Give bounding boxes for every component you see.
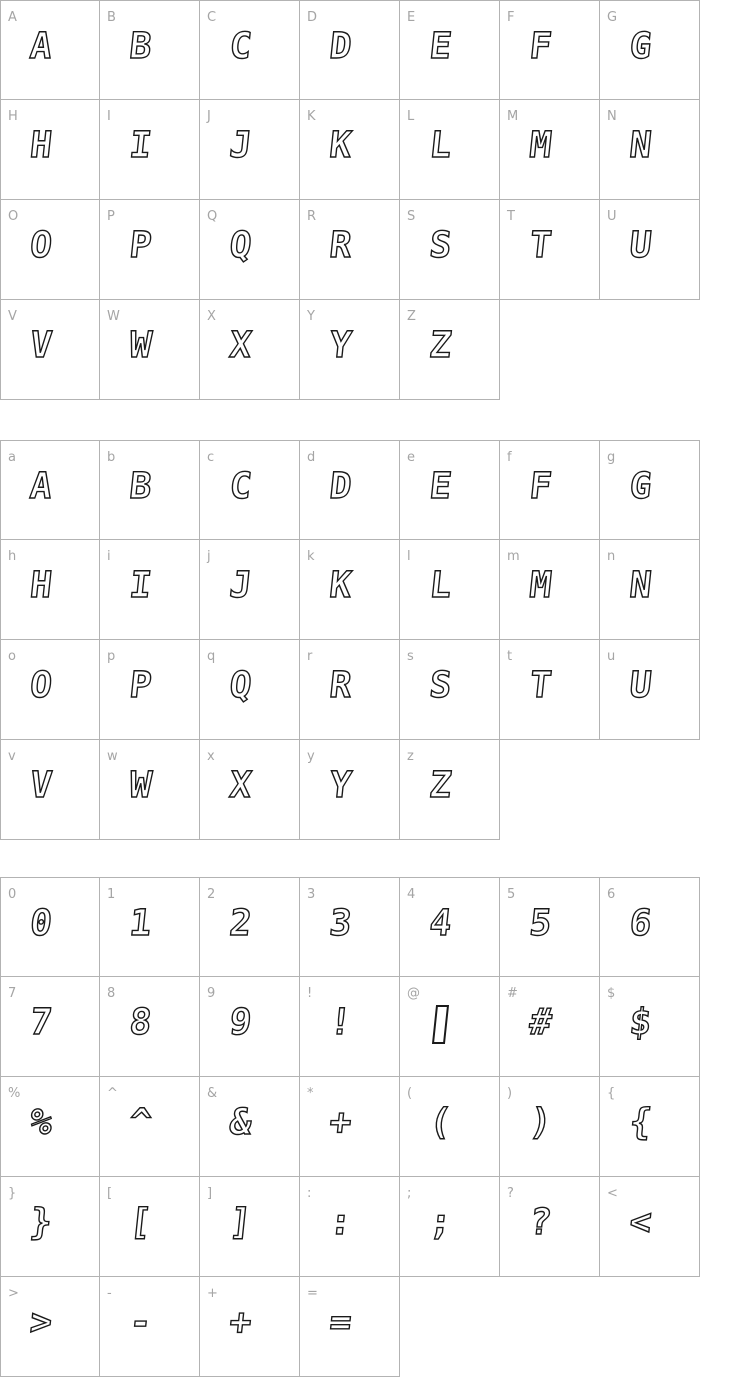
cell-glyph: V (28, 325, 55, 366)
uppercase-glyph-table (0, 0, 701, 400)
cell-character-label: E (407, 10, 416, 25)
cell-glyph: 3 (327, 903, 354, 944)
glyph-cell (200, 1177, 300, 1277)
cell-character-label: > (8, 1286, 19, 1301)
cell-glyph: I (127, 125, 154, 166)
cell-character-label: 0 (8, 887, 17, 902)
cell-character-label: L (407, 109, 415, 124)
cell-glyph: M (527, 565, 554, 606)
cell-glyph: D (327, 466, 354, 507)
glyph-cell (300, 200, 400, 300)
cell-character-label: g (607, 450, 616, 465)
cell-character-label: X (207, 309, 216, 324)
cell-character-label: K (307, 109, 316, 124)
glyph-cell (100, 1077, 200, 1177)
cell-character-label: q (207, 649, 216, 664)
cell-glyph (389, 1005, 492, 1044)
cell-character-label: r (307, 649, 313, 664)
cell-character-label: Z (407, 309, 416, 324)
glyph-row (0, 0, 701, 100)
glyph-cell (300, 440, 400, 540)
cell-character-label: H (8, 109, 18, 124)
cell-character-label: p (107, 649, 116, 664)
cell-glyph: O (28, 665, 55, 706)
cell-glyph: 4 (427, 903, 454, 944)
glyph-cell (400, 1177, 500, 1277)
glyph-row (0, 440, 701, 540)
cell-character-label: h (8, 549, 17, 564)
glyph-cell (600, 100, 700, 200)
glyph-row (0, 1277, 701, 1377)
cell-character-label: R (307, 209, 317, 224)
cell-character-label: D (307, 10, 318, 25)
cell-character-label: F (507, 10, 515, 25)
cell-glyph: O (28, 225, 55, 266)
glyph-row (0, 1077, 701, 1177)
cell-glyph: % (28, 1102, 55, 1143)
glyph-cell (200, 740, 300, 840)
cell-glyph: N (627, 565, 654, 606)
glyph-cell (300, 100, 400, 200)
glyph-cell (600, 440, 700, 540)
lowercase-glyph-table (0, 440, 701, 840)
glyph-row (0, 640, 701, 740)
glyph-row (0, 977, 701, 1077)
cell-character-label: < (607, 1186, 618, 1201)
cell-character-label: C (207, 10, 217, 25)
cell-glyph: C (227, 466, 254, 507)
cell-glyph: F (527, 466, 554, 507)
glyph-cell (400, 1077, 500, 1177)
cell-glyph: P (127, 225, 154, 266)
cell-character-label: u (607, 649, 616, 664)
cell-character-label: 4 (407, 887, 416, 902)
cell-glyph: Z (427, 325, 454, 366)
cell-character-label: S (407, 209, 416, 224)
cell-glyph: < (627, 1202, 654, 1243)
cell-character-label: B (107, 10, 116, 25)
cell-character-label: ( (407, 1086, 413, 1101)
cell-character-label: 5 (507, 887, 516, 902)
cell-glyph: & (227, 1102, 254, 1143)
cell-glyph: ( (427, 1102, 454, 1143)
glyph-cell (600, 877, 700, 977)
cell-character-label: P (107, 209, 115, 224)
cell-glyph: S (427, 225, 454, 266)
glyph-cell (300, 877, 400, 977)
cell-character-label: ) (507, 1086, 513, 1101)
glyph-cell (200, 640, 300, 740)
cell-glyph: V (28, 765, 55, 806)
glyph-cell (600, 640, 700, 740)
cell-glyph: ? (527, 1202, 554, 1243)
cell-glyph: # (527, 1002, 554, 1043)
glyph-cell (0, 977, 100, 1077)
glyph-cell (500, 540, 600, 640)
cell-character-label: Y (307, 309, 315, 324)
cell-character-label: # (507, 986, 518, 1001)
cell-glyph: F (527, 26, 554, 67)
glyph-cell (100, 877, 200, 977)
cell-glyph: ^ (127, 1102, 154, 1143)
glyph-cell (500, 977, 600, 1077)
cell-glyph: ! (327, 1002, 354, 1043)
cell-character-label: 9 (207, 986, 216, 1001)
cell-character-label: I (107, 109, 111, 124)
glyph-cell (200, 1277, 300, 1377)
glyph-cell (400, 100, 500, 200)
cell-character-label: 1 (107, 887, 116, 902)
cell-character-label: ^ (107, 1086, 118, 1101)
cell-glyph: D (327, 26, 354, 67)
glyph-cell (200, 100, 300, 200)
cell-glyph: J (227, 565, 254, 606)
glyph-cell (200, 1077, 300, 1177)
cell-glyph: J (227, 125, 254, 166)
cell-character-label: n (607, 549, 616, 564)
cell-character-label: i (107, 549, 111, 564)
cell-glyph: 8 (127, 1002, 154, 1043)
cell-glyph: = (327, 1302, 354, 1343)
cell-glyph: W (127, 325, 154, 366)
cell-glyph: } (28, 1202, 55, 1243)
cell-character-label: m (507, 549, 520, 564)
cell-glyph: ] (227, 1202, 254, 1243)
glyph-cell (100, 200, 200, 300)
cell-glyph: A (28, 26, 55, 67)
glyph-cell (0, 100, 100, 200)
cell-glyph: U (627, 225, 654, 266)
cell-character-label: % (8, 1086, 21, 1101)
cell-character-label: { (607, 1086, 616, 1101)
cell-glyph: 2 (227, 903, 254, 944)
glyph-cell (0, 300, 100, 400)
glyph-cell (0, 640, 100, 740)
glyph-cell (500, 877, 600, 977)
cell-glyph: E (427, 26, 454, 67)
cell-character-label: c (207, 450, 215, 465)
glyph-cell (400, 740, 500, 840)
cell-glyph: H (28, 565, 55, 606)
glyph-cell (0, 1277, 100, 1377)
glyph-cell (600, 977, 700, 1077)
cell-glyph: + (227, 1302, 254, 1343)
cell-character-label: G (607, 10, 618, 25)
glyph-cell (300, 300, 400, 400)
glyph-cell (200, 200, 300, 300)
cell-character-label: Q (207, 209, 218, 224)
cell-character-label: J (207, 109, 211, 124)
cell-character-label: 2 (207, 887, 216, 902)
cell-character-label: z (407, 749, 414, 764)
cell-character-label: 6 (607, 887, 616, 902)
cell-character-label: o (8, 649, 16, 664)
cell-character-label: y (307, 749, 315, 764)
cell-character-label: A (8, 10, 17, 25)
cell-glyph: + (327, 1102, 354, 1143)
glyph-cell (100, 300, 200, 400)
glyph-cell (100, 440, 200, 540)
cell-glyph: T (527, 225, 554, 266)
cell-character-label: : (307, 1186, 312, 1201)
glyph-cell (500, 1077, 600, 1177)
cell-character-label: ! (307, 986, 313, 1001)
cell-glyph: 6 (627, 903, 654, 944)
cell-character-label: w (107, 749, 118, 764)
glyph-row (0, 740, 701, 840)
glyph-cell (0, 540, 100, 640)
cell-glyph: 0 (28, 903, 55, 944)
cell-glyph: Q (227, 665, 254, 706)
cell-glyph: I (127, 565, 154, 606)
cell-character-label: [ (107, 1186, 113, 1201)
cell-glyph: 9 (227, 1002, 254, 1043)
glyph-cell (500, 100, 600, 200)
cell-character-label: f (507, 450, 512, 465)
cell-character-label: a (8, 450, 16, 465)
glyph-cell (400, 440, 500, 540)
glyph-cell (200, 0, 300, 100)
glyph-cell (400, 300, 500, 400)
glyph-row (0, 1177, 701, 1277)
cell-glyph: X (227, 325, 254, 366)
glyph-cell (300, 1177, 400, 1277)
glyph-cell (600, 200, 700, 300)
cell-character-label: W (107, 309, 120, 324)
cell-glyph: R (327, 665, 354, 706)
cell-character-label: j (207, 549, 211, 564)
glyph-cell (600, 1177, 700, 1277)
cell-character-label: = (307, 1286, 318, 1301)
glyph-cell (0, 1177, 100, 1277)
cell-character-label: - (107, 1286, 112, 1301)
glyph-row (0, 540, 701, 640)
glyph-cell (200, 540, 300, 640)
cell-glyph: C (227, 26, 254, 67)
glyph-cell (0, 440, 100, 540)
cell-glyph: L (427, 565, 454, 606)
glyph-cell (100, 100, 200, 200)
glyph-cell (0, 1077, 100, 1177)
glyph-cell (400, 540, 500, 640)
glyph-cell (400, 877, 500, 977)
cell-glyph: 5 (527, 903, 554, 944)
glyph-row (0, 200, 701, 300)
cell-character-label: U (607, 209, 617, 224)
cell-character-label: x (207, 749, 215, 764)
cell-character-label: d (307, 450, 316, 465)
cell-glyph: Q (227, 225, 254, 266)
glyph-cell (500, 0, 600, 100)
cell-glyph: P (127, 665, 154, 706)
cell-character-label: e (407, 450, 415, 465)
cell-glyph: 7 (28, 1002, 55, 1043)
cell-character-label: l (407, 549, 411, 564)
cell-glyph: H (28, 125, 55, 166)
cell-glyph: U (627, 665, 654, 706)
glyph-cell (100, 740, 200, 840)
cell-glyph: M (527, 125, 554, 166)
glyph-cell (600, 0, 700, 100)
cell-glyph: K (327, 125, 354, 166)
cell-glyph: > (28, 1302, 55, 1343)
glyph-cell (100, 540, 200, 640)
cell-character-label: ] (207, 1186, 213, 1201)
cell-character-label: + (207, 1286, 218, 1301)
cell-glyph: Y (327, 325, 354, 366)
cell-character-label: v (8, 749, 16, 764)
cell-character-label: T (507, 209, 515, 224)
cell-glyph: ) (527, 1102, 554, 1143)
cell-character-label: V (8, 309, 17, 324)
cell-character-label: M (507, 109, 519, 124)
cell-glyph: G (627, 26, 654, 67)
glyph-cell (300, 1077, 400, 1177)
cell-character-label: O (8, 209, 19, 224)
cell-glyph: X (227, 765, 254, 806)
cell-glyph: G (627, 466, 654, 507)
glyph-cell (300, 1277, 400, 1377)
cell-glyph: T (527, 665, 554, 706)
glyph-cell (500, 640, 600, 740)
glyph-row (0, 877, 701, 977)
cell-character-label: * (307, 1086, 314, 1101)
glyph-row (0, 100, 701, 200)
cell-glyph: W (127, 765, 154, 806)
glyph-cell (100, 1177, 200, 1277)
glyph-cell (400, 977, 500, 1077)
cell-glyph: : (327, 1202, 354, 1243)
glyph-cell (200, 877, 300, 977)
glyph-cell (300, 540, 400, 640)
numbers-symbols-glyph-table (0, 877, 701, 1377)
glyph-cell (0, 877, 100, 977)
cell-character-label: s (407, 649, 414, 664)
cell-glyph: $ (627, 1002, 654, 1043)
cell-character-label: 3 (307, 887, 316, 902)
glyph-cell (0, 0, 100, 100)
glyph-cell (200, 977, 300, 1077)
glyph-cell (100, 1277, 200, 1377)
cell-character-label: } (8, 1186, 17, 1201)
glyph-cell (600, 540, 700, 640)
cell-character-label: $ (607, 986, 616, 1001)
glyph-cell (300, 640, 400, 740)
cell-glyph: K (327, 565, 354, 606)
cell-character-label: @ (407, 986, 420, 1001)
glyph-cell (300, 740, 400, 840)
glyph-cell (400, 0, 500, 100)
cell-glyph: N (627, 125, 654, 166)
cell-glyph: R (327, 225, 354, 266)
cell-glyph: { (627, 1102, 654, 1143)
cell-character-label: 7 (8, 986, 17, 1001)
cell-glyph: S (427, 665, 454, 706)
cell-character-label: 8 (107, 986, 116, 1001)
cell-character-label: N (607, 109, 617, 124)
cell-glyph: Z (427, 765, 454, 806)
cell-glyph: B (127, 466, 154, 507)
cell-character-label: b (107, 450, 116, 465)
glyph-cell (500, 440, 600, 540)
cell-glyph: A (28, 466, 55, 507)
cell-glyph: ; (427, 1202, 454, 1243)
glyph-cell (300, 977, 400, 1077)
glyph-cell (100, 977, 200, 1077)
cell-character-label: t (507, 649, 513, 664)
cell-character-label: ; (407, 1186, 412, 1201)
glyph-cell (500, 1177, 600, 1277)
cell-glyph: [ (127, 1202, 154, 1243)
glyph-cell (100, 0, 200, 100)
cell-character-label: & (207, 1086, 218, 1101)
glyph-cell (500, 200, 600, 300)
glyph-cell (0, 740, 100, 840)
cell-glyph: E (427, 466, 454, 507)
cell-character-label: ? (507, 1186, 514, 1201)
cell-glyph: Y (327, 765, 354, 806)
glyph-cell (400, 200, 500, 300)
glyph-cell (400, 640, 500, 740)
cell-glyph: - (127, 1302, 154, 1343)
cell-glyph: 1 (127, 903, 154, 944)
cell-glyph: B (127, 26, 154, 67)
glyph-cell (300, 0, 400, 100)
glyph-cell (100, 640, 200, 740)
cell-glyph: L (427, 125, 454, 166)
glyph-cell (200, 300, 300, 400)
cell-character-label: k (307, 549, 315, 564)
glyph-cell (200, 440, 300, 540)
glyph-row (0, 300, 701, 400)
glyph-cell (0, 200, 100, 300)
glyph-cell (600, 1077, 700, 1177)
